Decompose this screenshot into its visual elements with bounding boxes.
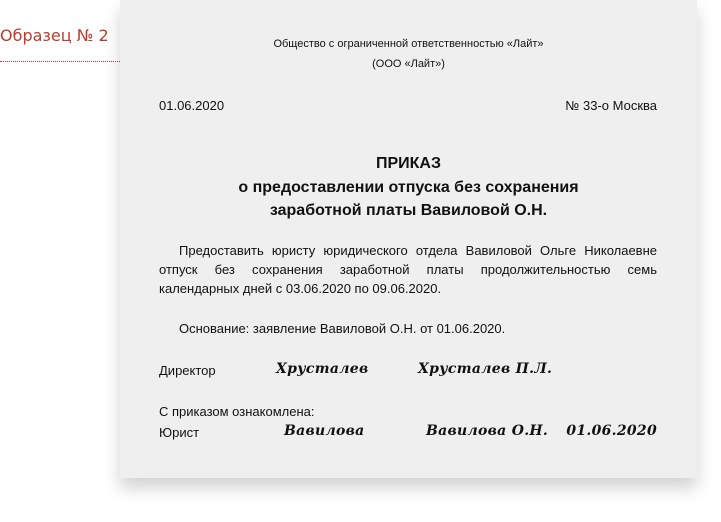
acquainted-label: С приказом ознакомлена: <box>159 404 315 419</box>
order-basis: Основание: заявление Вавиловой О.Н. от 01.06.2020. <box>179 321 506 336</box>
document-title: ПРИКАЗ <box>375 155 441 172</box>
document-subtitle-line2: заработной платы Вавиловой О.Н. <box>269 202 548 219</box>
sample-divider <box>0 61 120 62</box>
sample-label: Образец № 2 <box>0 26 109 45</box>
employee-sign-date: 01.06.2020 <box>566 423 657 439</box>
document-number-place: № 33-о Москва <box>565 98 657 113</box>
employee-name: Вавилова О.Н. <box>426 423 549 439</box>
document-date: 01.06.2020 <box>159 98 225 113</box>
organization-short-name: (ООО «Лайт») <box>372 58 445 70</box>
director-signature: Хрусталев <box>276 361 369 377</box>
order-body-paragraph: Предоставить юристу юридического отдела Вавиловой Ольге Николаевне отпуск без сохранения заработной платы продолжительностью семь календарных дней с 03.06.2020 по 09.06.2020. <box>159 243 657 296</box>
director-label: Директор <box>159 363 216 378</box>
employee-position-label: Юрист <box>159 425 200 440</box>
employee-signature: Вавилова <box>284 423 365 439</box>
director-name: Хрусталев П.Л. <box>418 361 553 377</box>
document-page <box>120 0 697 478</box>
document-subtitle-line1: о предоставлении отпуска без сохранения <box>238 179 579 196</box>
organization-full-name: Общество с ограниченной ответственностью «Лайт» <box>273 38 544 50</box>
